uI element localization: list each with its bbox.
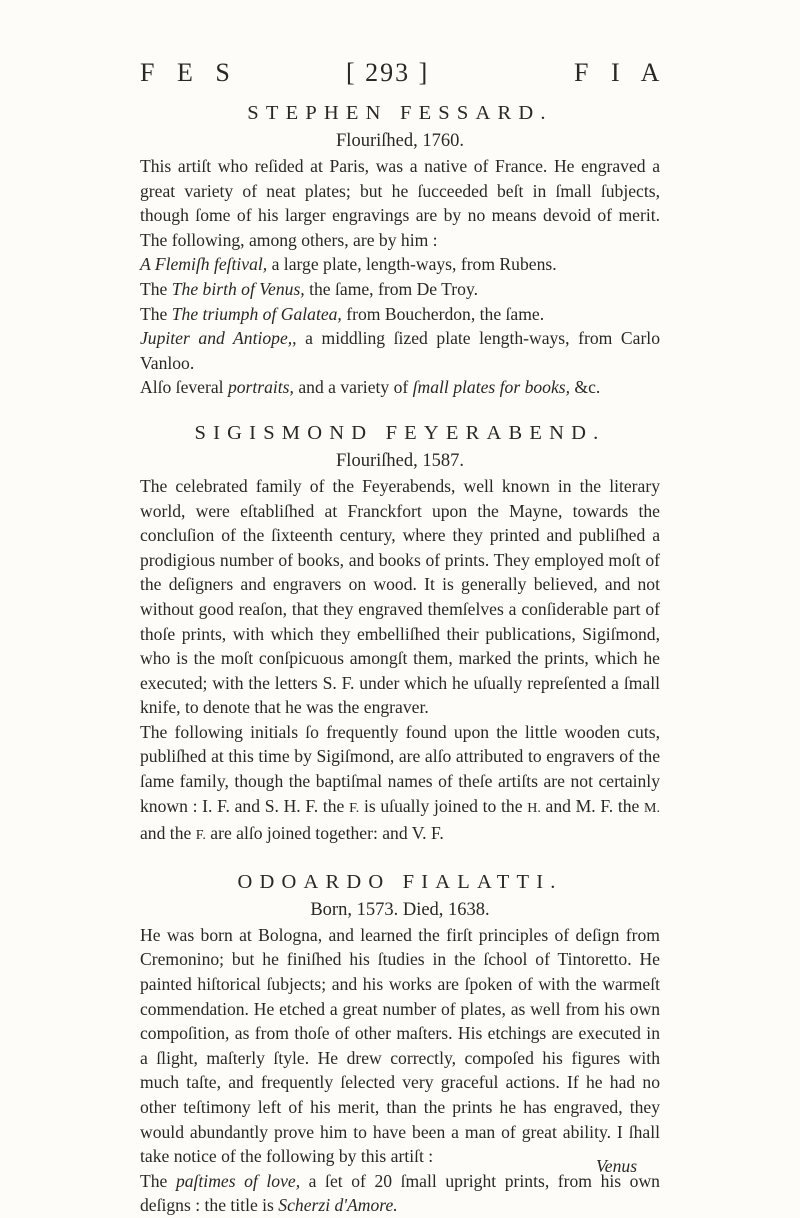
catchword: Venus [596, 1156, 638, 1176]
entry-heading: ODOARDO FIALATTI. [237, 870, 563, 893]
header-left: F E S [140, 58, 238, 87]
entry-fessard [140, 98, 660, 400]
entry-paragraph: The following initials ſo frequently found upon the little wooden cuts, publiſhed at this time by Sigiſmond, are alſo attributed to engravers of the ſame family, though the baptiſmal names of theſe artiſts are not certainly known : I. F. and S. H. F. the F. is uſually joined to the H. and M. F. the M. and the F. are alſo joined together: and V. F. [140, 721, 660, 844]
work-title: Jupiter and Antiope,, [140, 328, 297, 349]
header-right: F I A [574, 58, 668, 87]
work-item: The paſtimes of love, a ſet of 20 ſmall upright prints, from his own deſigns : the title is Scherzi d'Amore. [140, 1170, 660, 1216]
entry-date: Born, 1573. Died, 1638. [310, 899, 490, 920]
work-desc: the ſame, from De Troy. [304, 278, 479, 299]
entry-paragraph: He was born at Bologna, and learned the firſt principles of deſign from Cremonino; but he finiſhed his ſtudies in the ſchool of Tintoretto. He painted hiſtorical ſubjects; and his works are ſpoken of with the warmeſt commendation. He etched a great number of plates, as well from his own compoſition, as from thoſe of other maſters. His etchings are executed in a ſlight, maſterly ſtyle. He drew correctly, compoſed his figures with much taſte, and frequently ſelected very graceful actions. If he had no other teſtimony left of his merit, than the prints he has engraved, they would abundantly prove him to have been a man of great ability. I ſhall take notice of the following by this artiſt : [140, 924, 660, 1167]
running-header [0, 58, 800, 92]
entry-feyerabend [140, 418, 660, 849]
work-desc: a large plate, length-ways, from Rubens. [267, 254, 557, 275]
page-body [140, 98, 660, 1218]
work-item: The The birth of Venus, the ſame, from De Troy. [140, 278, 479, 299]
entry-heading: STEPHEN FESSARD. [247, 102, 553, 124]
page-number: [ 293 ] [346, 58, 430, 87]
work-item [140, 326, 660, 375]
also-line: Alſo ſeveral portraits, and a variety of ſmall plates for books, &c. [140, 377, 601, 398]
entry-paragraph: The celebrated family of the Feyerabends, well known in the literary world, were eſtabliſhed at Franckfort upon the Mayne, towards the concluſion of the ſixteenth century, where they printed and publiſhed a prodigious number of books, and books of prints. They employed moſt of the deſigners and engravers on wood. It is generally believed, and not without good reaſon, that they engraved themſelves a conſiderable part of thoſe prints, with which they embelliſhed their publications, Sigiſmond, who is the moſt conſpicuous amongſt them, marked the prints, which he executed; with the letters S. F. under which he uſually repreſented a ſmall knife, to denote that he was the engraver. [140, 475, 660, 718]
work-title: A Flemiſh feſtival, [140, 254, 268, 275]
entry-paragraph: This artiſt who reſided at Paris, was a native of France. He engraved a great variety of neat plates; but he ſucceeded beſt in ſmall ſubjects, though ſome of his larger engravings are by no means devoid of merit. The following, among others, are by him : [140, 156, 660, 250]
entry-heading: SIGISMOND FEYERABEND. [194, 421, 606, 444]
entry-date: Flouriſhed, 1587. [336, 450, 464, 471]
entry-fialatti [140, 867, 660, 1218]
work-item [140, 252, 660, 277]
work-title: The birth of Venus, [171, 278, 305, 299]
work-desc: from Boucherdon, the ſame. [341, 303, 545, 324]
entry-date: Flouriſhed, 1760. [336, 131, 464, 151]
work-title: The triumph of Galatea, [171, 303, 342, 324]
work-item: The The triumph of Galatea, from Boucherdon, the ſame. [140, 303, 545, 324]
work-desc: a middling ſized plate length-ways, from Carlo Vanloo. [140, 328, 660, 373]
